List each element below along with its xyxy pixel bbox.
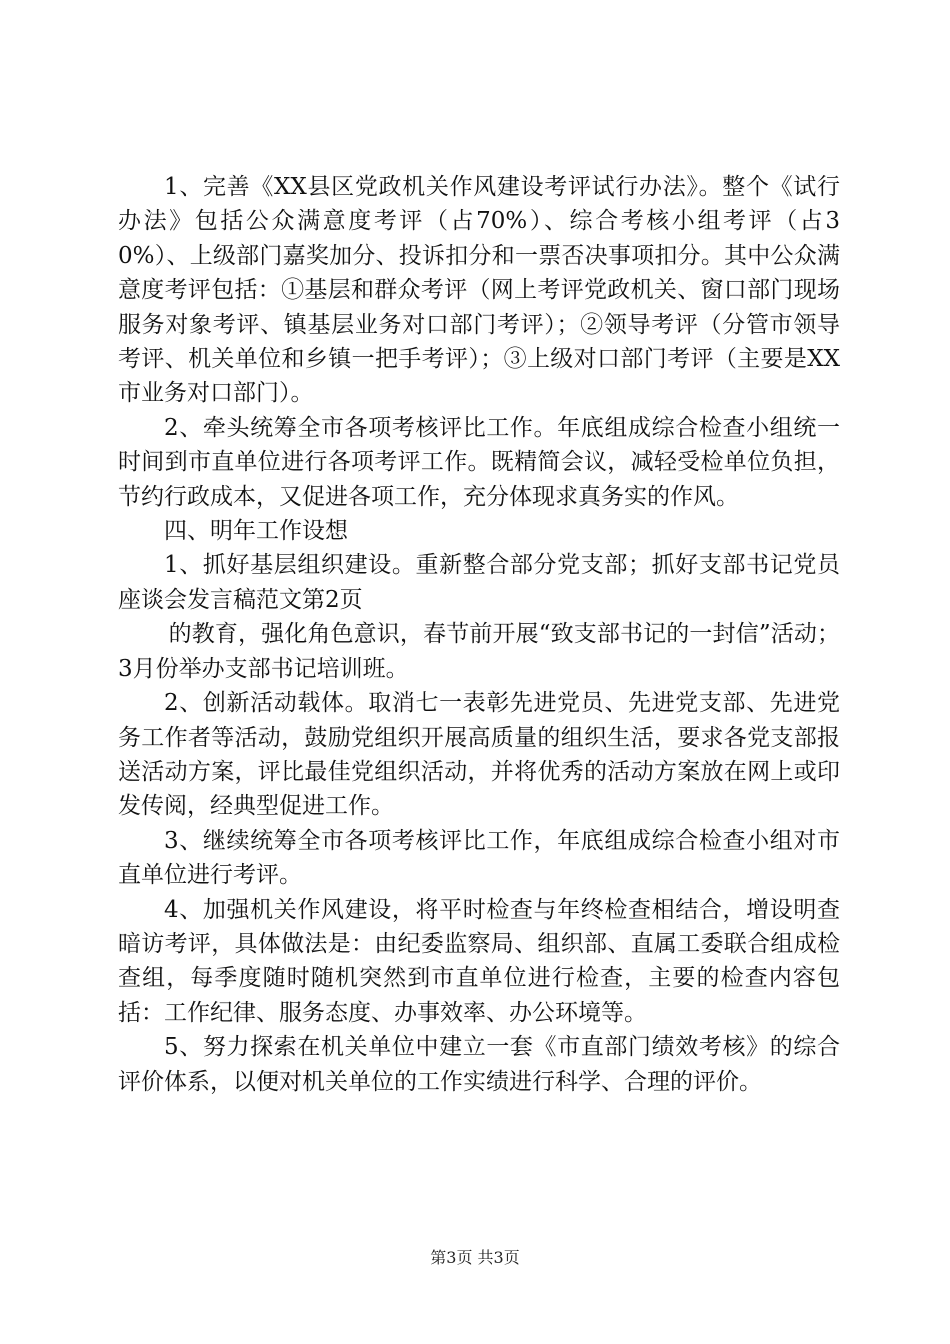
- paragraph-plan-2: 2、创新活动载体。取消七一表彰先进党员、先进党支部、先进党务工作者等活动，鼓励党组织开展高质量的组织生活，要求各党支部报送活动方案，评比最佳党组织活动，并将优秀的活动方案放在网上或印发传阅，经典型促进工作。: [118, 690, 840, 820]
- paragraph-plan-3: 3、继续统筹全市各项考核评比工作，年底组成综合检查小组对市直单位进行考评。: [118, 827, 840, 889]
- page-number-footer: 第3页 共3页: [430, 1248, 520, 1267]
- paragraph-plan-5: 5、努力探索在机关单位中建立一套《市直部门绩效考核》的综合评价体系，以便对机关单位的工作实绩进行科学、合理的评价。: [118, 1034, 840, 1095]
- section-heading: 四、明年工作设想: [164, 518, 348, 545]
- document-body: [118, 170, 840, 1099]
- paragraph-item-1: 1、完善《XX县区党政机关作风建设考评试行办法》。整个《试行办法》包括公众满意度考评（占70%）、综合考核小组考评（占30%）、上级部门嘉奖加分、投诉扣分和一票否决事项扣分。其中公众满意度考评包括：①基层和群众考评（网上考评党政机关、窗口部门现场服务对象考评、镇基层业务对口部门考评）；②领导考评（分管市领导考评、机关单位和乡镇一把手考评）；③上级对口部门考评（主要是XX市业务对口部门）。: [118, 174, 840, 407]
- paragraph-item-2: 2、牵头统筹全市各项考核评比工作。年底组成综合检查小组统一时间到市直单位进行各项考评工作。既精简会议，减轻受检单位负担，节约行政成本，又促进各项工作，充分体现求真务实的作风。: [118, 414, 840, 510]
- paragraph-plan-1: 1、抓好基层组织建设。重新整合部分党支部；抓好支部书记党员座谈会发言稿范文第2页: [118, 552, 840, 613]
- paragraph-plan-4: 4、加强机关作风建设，将平时检查与年终检查相结合，增设明查暗访考评，具体做法是：由纪委监察局、组织部、直属工委联合组成检查组，每季度随时随机突然到市直单位进行检查，主要的检查内容包括：工作纪律、服务态度、办事效率、办公环境等。: [118, 896, 840, 1026]
- paragraph-plan-1-continued: 的教育，强化角色意识，春节前开展“致支部书记的一封信”活动；3月份举办支部书记培训班。: [118, 621, 840, 682]
